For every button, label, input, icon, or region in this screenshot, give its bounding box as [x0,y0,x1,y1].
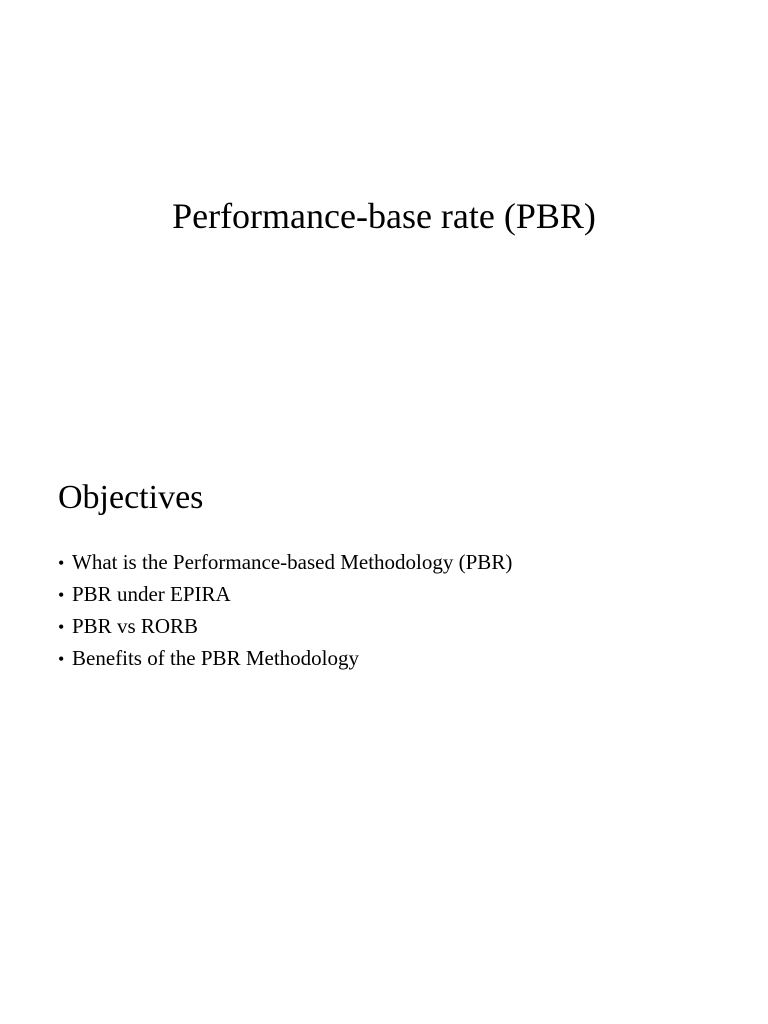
objective-item-text: PBR vs RORB [72,614,199,638]
objective-item-text: Benefits of the PBR Methodology [72,646,359,670]
objective-item-text: What is the Performance-based Methodology (PBR) [72,550,513,574]
objectives-heading: Objectives [58,479,204,516]
bullet-icon: • [58,649,65,669]
slide-title: Performance-base rate (PBR) [172,196,596,236]
objective-item [58,643,512,675]
objective-item [58,611,512,643]
objective-item-text: PBR under EPIRA [72,582,231,606]
objective-item [58,579,512,611]
bullet-icon: • [58,617,65,637]
bullet-icon: • [58,553,65,573]
objective-item [58,547,512,579]
objectives-list [58,547,512,675]
bullet-icon: • [58,585,65,605]
